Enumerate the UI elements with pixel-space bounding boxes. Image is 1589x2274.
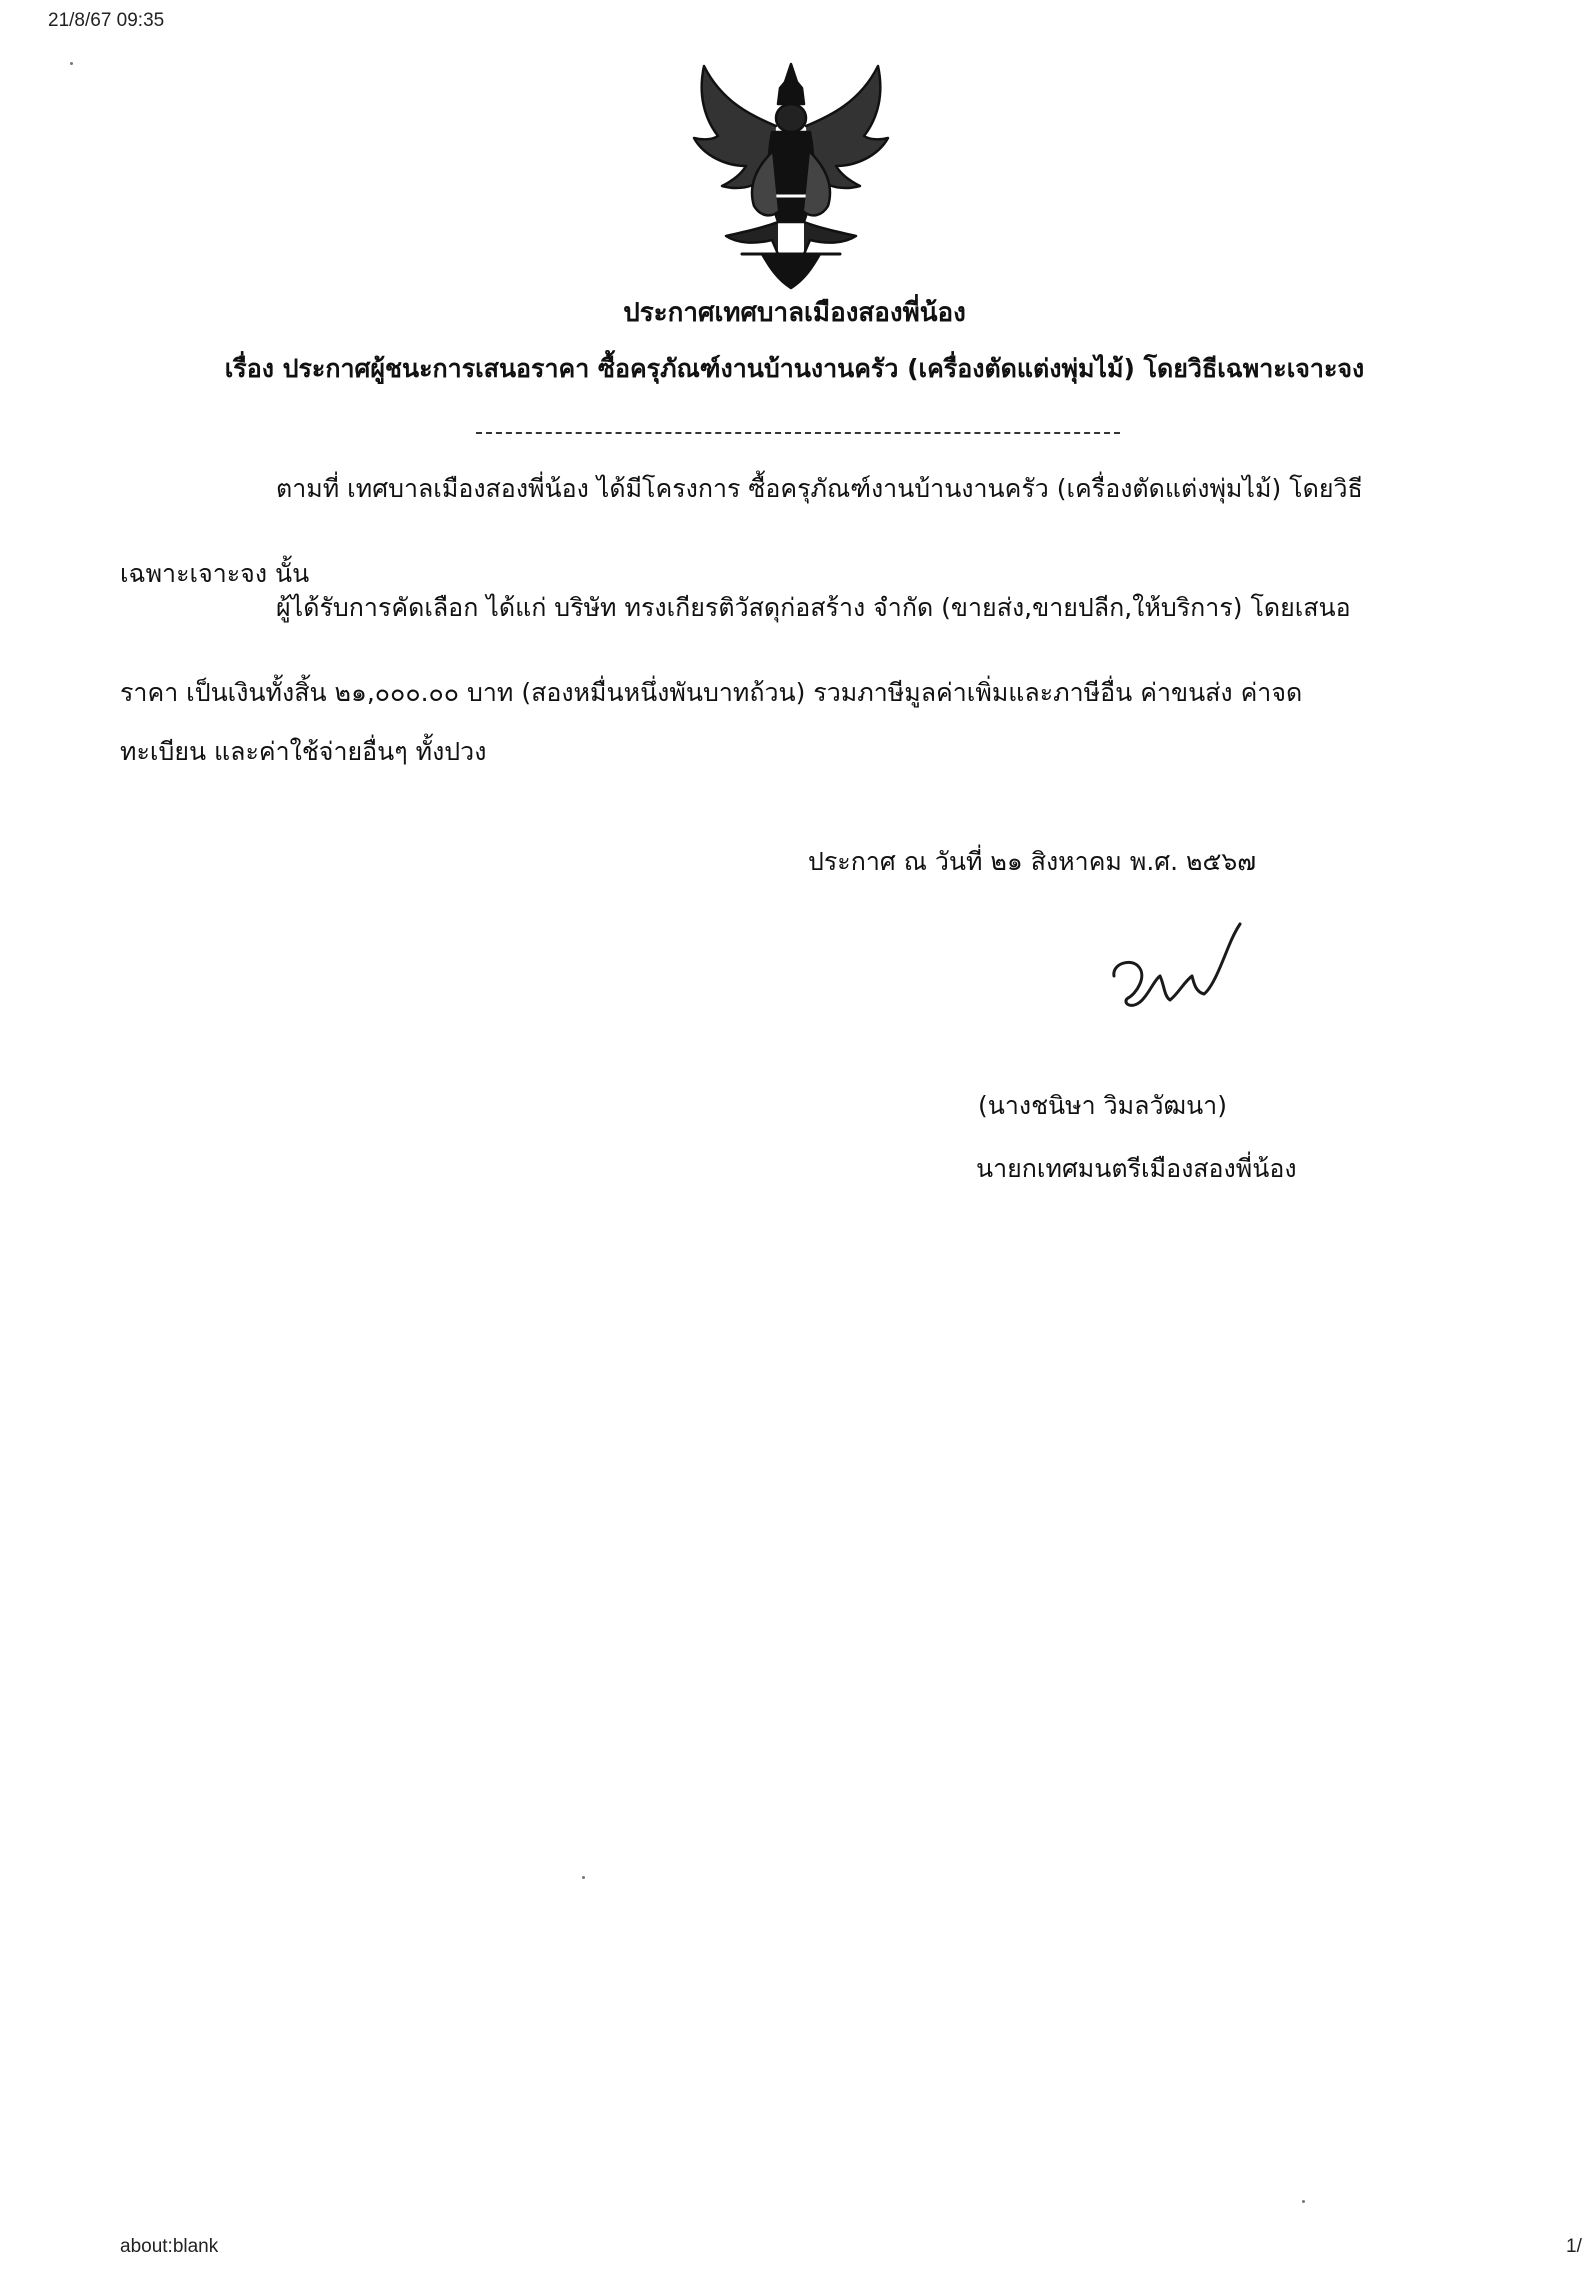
scan-speck: [582, 1876, 585, 1879]
paragraph-2-line-2: ราคา เป็นเงินทั้งสิ้น ๒๑,๐๐๐.๐๐ บาท (สองหมื่นหนึ่งพันบาทถ้วน) รวมภาษีมูลค่าเพิ่มและภาษีอื่น ค่าขนส่ง ค่าจด: [120, 678, 1303, 707]
print-timestamp: 21/8/67 09:35: [48, 10, 165, 31]
announcement-subject: เรื่อง ประกาศผู้ชนะการเสนอราคา ซื้อครุภัณฑ์งานบ้านงานครัว (เครื่องตัดแต่งพุ่มไม้) โดยวิธีเฉพาะเจาะจง: [224, 354, 1365, 383]
announcement-title: ประกาศเทศบาลเมืองสองพี่น้อง: [623, 298, 966, 328]
print-url: about:blank: [120, 2236, 219, 2257]
paragraph-1-line-1: ตามที่ เทศบาลเมืองสองพี่น้อง ได้มีโครงการ ซื้อครุภัณฑ์งานบ้านงานครัว (เครื่องตัดแต่งพุ่มไม้) โดยวิธี: [276, 474, 1363, 503]
paragraph-1-line-2: เฉพาะเจาะจง นั้น: [120, 559, 310, 588]
paragraph-2-line-1: ผู้ได้รับการคัดเลือก ได้แก่ บริษัท ทรงเกียรติวัสดุก่อสร้าง จำกัด (ขายส่ง,ขายปลีก,ให้บริการ) โดยเสนอ: [276, 593, 1351, 622]
handwritten-signature-icon: [1108, 918, 1244, 1024]
scan-speck: [1302, 2200, 1305, 2203]
signer-position: นายกเทศมนตรีเมืองสองพี่น้อง: [976, 1154, 1297, 1183]
separator-line: [476, 432, 1120, 434]
announcement-date: ประกาศ ณ วันที่ ๒๑ สิงหาคม พ.ศ. ๒๕๖๗: [808, 847, 1257, 876]
print-page-number: 1/: [1566, 2236, 1582, 2257]
scan-speck: [70, 62, 73, 65]
signer-name: (นางชนิษา วิมลวัฒนา): [978, 1091, 1227, 1120]
paragraph-2-line-3: ทะเบียน และค่าใช้จ่ายอื่นๆ ทั้งปวง: [120, 737, 487, 766]
garuda-emblem-icon: [682, 58, 900, 290]
